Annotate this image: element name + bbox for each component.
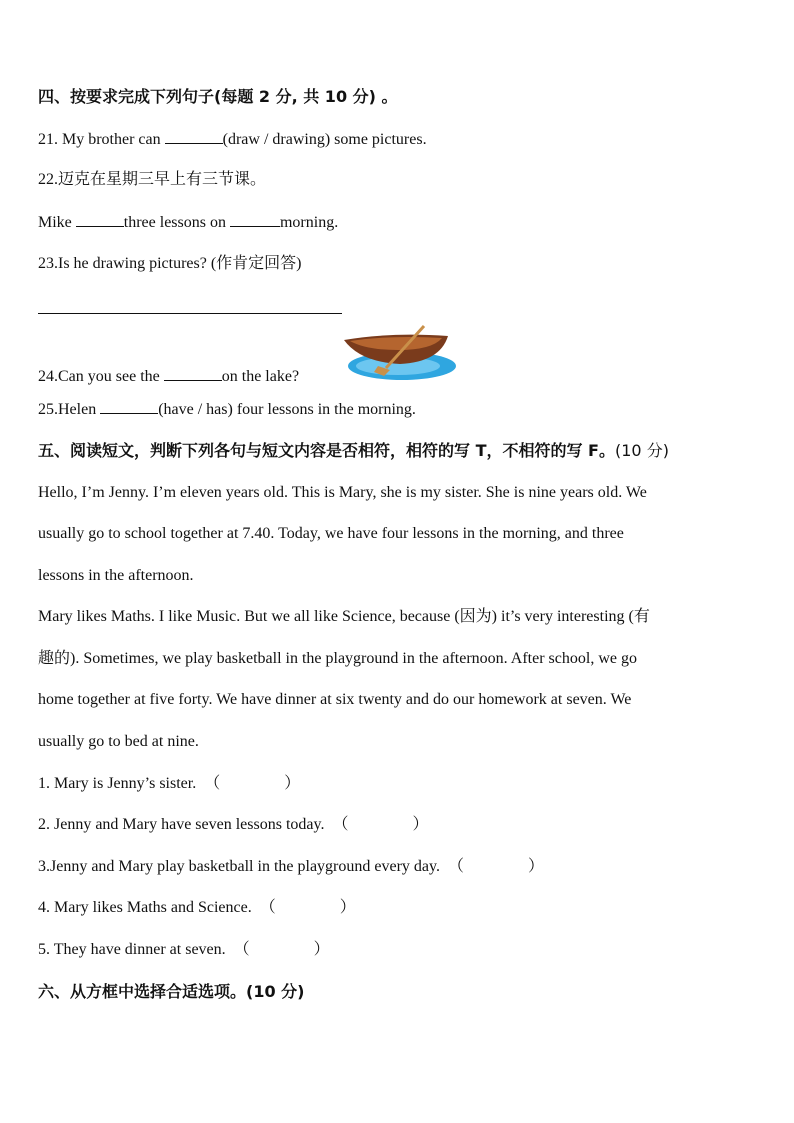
statement-4 (38, 898, 356, 918)
statement-5-answer[interactable]: （ ） (233, 941, 330, 958)
question-21 (38, 129, 427, 150)
boat-icon (340, 322, 458, 384)
statement-4-answer[interactable]: （ ） (259, 899, 356, 916)
q25-prefix: 25.Helen (38, 401, 101, 418)
q25-blank[interactable] (100, 399, 158, 414)
q21-blank[interactable] (165, 129, 223, 144)
q22-blank-1[interactable] (76, 212, 124, 227)
statement-5 (38, 940, 330, 960)
q21-suffix: (draw / drawing) some pictures. (222, 131, 427, 148)
question-25 (38, 399, 416, 420)
q22-blank-2[interactable] (230, 212, 280, 227)
q22-part3: morning. (279, 214, 339, 231)
q25-suffix: (have / has) four lessons in the morning. (158, 401, 416, 418)
section5-heading-text: 五、阅读短文，判断下列各句与短文内容是否相符，相符的写 T，不相符的写 F。 (38, 441, 615, 460)
statement-2-text: 2. Jenny and Mary have seven lessons today. (38, 816, 325, 833)
q21-prefix: 21. My brother can (38, 131, 165, 148)
q22-part2: three lessons on (123, 214, 230, 231)
section5-heading-score: (10 分) (615, 441, 669, 460)
statement-2 (38, 815, 428, 835)
statement-2-answer[interactable]: （ ） (332, 816, 429, 833)
passage-line-7: usually go to bed at nine. (38, 733, 199, 750)
passage-line-6: home together at five forty. We have dinner at six twenty and do our homework at seven. We (38, 691, 632, 708)
q22-part1: Mike (38, 214, 76, 231)
question-23: 23.Is he drawing pictures? (作肯定回答) (38, 255, 302, 272)
statement-1 (38, 774, 300, 794)
question-24 (38, 366, 299, 387)
passage-line-1: Hello, I’m Jenny. I’m eleven years old. This is Mary, she is my sister. She is nine years old. We (38, 484, 647, 501)
section5-heading (38, 441, 669, 461)
statement-1-text: 1. Mary is Jenny’s sister. (38, 775, 197, 792)
statement-4-text: 4. Mary likes Maths and Science. (38, 899, 252, 916)
section6-heading: 六、从方框中选择合适选项。(10 分) (38, 982, 305, 1001)
statement-5-text: 5. They have dinner at seven. (38, 941, 226, 958)
q23-answer-line[interactable] (38, 313, 342, 314)
passage-line-2: usually go to school together at 7.40. Today, we have four lessons in the morning, and three (38, 525, 624, 542)
question-22-chinese: 22.迈克在星期三早上有三节课。 (38, 171, 267, 188)
q24-suffix: on the lake? (221, 368, 300, 385)
statement-3-answer[interactable]: （ ） (447, 858, 544, 875)
q24-blank[interactable] (164, 366, 222, 381)
statement-1-answer[interactable]: （ ） (204, 775, 301, 792)
passage-line-5: 趣的). Sometimes, we play basketball in the playground in the afternoon. After school, we go (38, 650, 637, 667)
question-22 (38, 212, 338, 233)
statement-3 (38, 857, 544, 877)
q24-prefix: 24.Can you see the (38, 368, 164, 385)
passage-line-3: lessons in the afternoon. (38, 567, 194, 584)
statement-3-text: 3.Jenny and Mary play basketball in the playground every day. (38, 858, 440, 875)
section4-heading: 四、按要求完成下列句子(每题 2 分, 共 10 分) 。 (38, 87, 398, 106)
passage-line-4: Mary likes Maths. I like Music. But we all like Science, because (因为) it’s very interesting (有 (38, 608, 650, 625)
